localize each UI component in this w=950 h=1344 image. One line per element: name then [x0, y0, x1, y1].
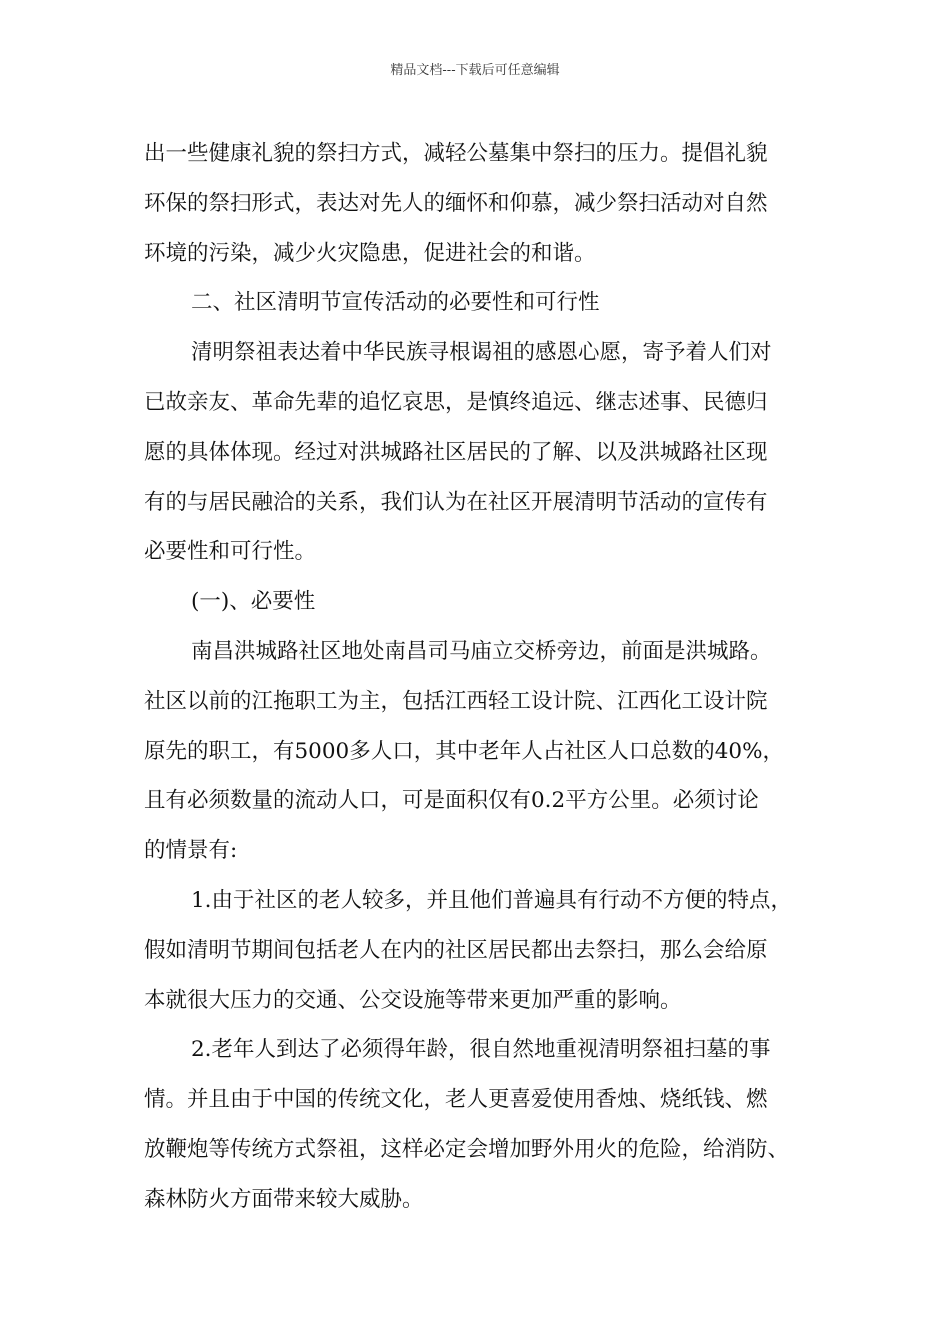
text-line: 且有必须数量的流动人口，可是面积仅有0.2平方公里。必须讨论	[144, 788, 759, 814]
subsection-heading: (一)、必要性	[191, 589, 316, 615]
text-line: 假如清明节期间包括老人在内的社区居民都出去祭扫，那么会给原	[144, 937, 768, 963]
text-line: 的情景有:	[144, 838, 238, 864]
page-header: 精品文档---下载后可任意编辑	[390, 63, 560, 78]
text-line: 出一些健康礼貌的祭扫方式，减轻公墓集中祭扫的压力。提倡礼貌	[144, 141, 768, 166]
text-line: 原先的职工，有5000多人口，其中老年人占社区人口总数的40%，	[144, 738, 785, 764]
text-line: 森林防火方面带来较大威胁。	[144, 1186, 424, 1212]
text-line: 清明祭祖表达着中华民族寻根谒祖的感恩心愿，寄予着人们对	[191, 340, 772, 366]
text-line: 环境的污染，减少火灾隐患，促进社会的和谐。	[144, 240, 596, 266]
text-line: 放鞭炮等传统方式祭祖，这样必定会增加野外用火的危险，给消防、	[144, 1136, 790, 1162]
text-line: 本就很大压力的交通、公交设施等带来更加严重的影响。	[144, 987, 682, 1013]
text-line: 有的与居民融洽的关系，我们认为在社区开展清明节活动的宣传有	[144, 489, 768, 515]
list-item-2: 2.老年人到达了必须得年龄，很自然地重视清明祭祖扫墓的事	[191, 1037, 771, 1063]
text-line: 情。并且由于中国的传统文化，老人更喜爱使用香烛、烧纸钱、燃	[144, 1087, 768, 1113]
text-line: 南昌洪城路社区地处南昌司马庙立交桥旁边，前面是洪城路。	[191, 638, 772, 664]
text-line: 已故亲友、革命先辈的追忆哀思，是慎终追远、继志述事、民德归	[144, 389, 768, 415]
list-item-1: 1.由于社区的老人较多，并且他们普遍具有行动不方便的特点，	[191, 887, 793, 913]
section-heading: 二、社区清明节宣传活动的必要性和可行性	[191, 290, 600, 316]
text-line: 愿的具体体现。经过对洪城路社区居民的了解、以及洪城路社区现	[144, 439, 768, 465]
text-line: 社区以前的江拖职工为主，包括江西轻工设计院、江西化工设计院	[144, 688, 768, 714]
document-body	[144, 129, 812, 1225]
text-line: 环保的祭扫形式，表达对先人的缅怀和仰慕，减少祭扫活动对自然	[144, 190, 768, 216]
text-line: 必要性和可行性。	[144, 539, 317, 565]
